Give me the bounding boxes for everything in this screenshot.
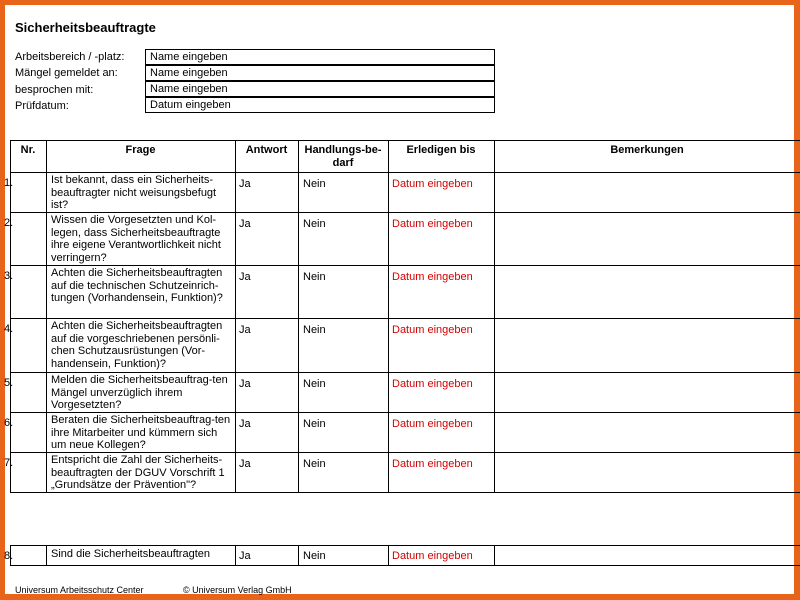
row-antwort[interactable]: Ja [239, 324, 251, 336]
row-nr: 3. [4, 270, 14, 282]
row-antwort[interactable]: Ja [239, 378, 251, 390]
row-frage: Achten die Sicherheitsbeauftragten auf die technischen Schutzeinrich-tungen (Vorhandensein, Funktion)? [51, 267, 223, 304]
row-handlungsbedarf[interactable]: Nein [303, 271, 326, 283]
row-frage: Melden die Sicherheitsbeauftrag-ten Mängel unverzüglich ihrem Vorgesetzten? [51, 374, 228, 411]
row-erledigen-bis[interactable]: Datum eingeben [392, 271, 473, 283]
meta-label-pruefdatum: Prüfdatum: [15, 100, 69, 112]
row-handlungsbedarf[interactable]: Nein [303, 218, 326, 230]
row-nr: 2. [4, 217, 14, 229]
besprochen-mit-field[interactable]: Name eingeben [145, 81, 495, 97]
row-nr: 5. [4, 377, 14, 389]
row-frage: Sind die Sicherheitsbeauftragten [51, 548, 210, 560]
row-handlungsbedarf[interactable]: Nein [303, 458, 326, 470]
footer-copyright: © Universum Verlag GmbH [183, 585, 292, 595]
header-erledigen-bis: Erledigen bis [406, 144, 476, 156]
header-frage: Frage [125, 144, 156, 156]
row-handlungsbedarf[interactable]: Nein [303, 550, 326, 562]
row-erledigen-bis[interactable]: Datum eingeben [392, 218, 473, 230]
footer-company: Universum Arbeitsschutz Center [15, 585, 144, 595]
row-nr: 8. [4, 550, 14, 562]
row-nr: 1. [4, 177, 14, 189]
row-frage: Achten die Sicherheitsbeauftragten auf die vorgeschriebenen persönli-chen Schutzausrüstungen (Vor-handensein, Funktion)? [51, 320, 223, 370]
row-handlungsbedarf[interactable]: Nein [303, 178, 326, 190]
row-erledigen-bis[interactable]: Datum eingeben [392, 178, 473, 190]
row-frage: Ist bekannt, dass ein Sicherheits-beauftragter nicht weisungsbefugt ist? [51, 174, 217, 211]
row-handlungsbedarf[interactable]: Nein [303, 324, 326, 336]
header-nr: Nr. [20, 144, 36, 156]
row-antwort[interactable]: Ja [239, 458, 251, 470]
row-erledigen-bis[interactable]: Datum eingeben [392, 378, 473, 390]
row-handlungsbedarf[interactable]: Nein [303, 378, 326, 390]
row-nr: 6. [4, 417, 14, 429]
arbeitsbereich-field[interactable]: Name eingeben [145, 49, 495, 65]
row-erledigen-bis[interactable]: Datum eingeben [392, 418, 473, 430]
row-antwort[interactable]: Ja [239, 271, 251, 283]
maengel-gemeldet-field[interactable]: Name eingeben [145, 65, 495, 81]
header-handlungsbedarf: Handlungs-be-darf [304, 144, 382, 169]
meta-label-besprochen: besprochen mit: [15, 84, 94, 96]
row-antwort[interactable]: Ja [239, 218, 251, 230]
row-antwort[interactable]: Ja [239, 550, 251, 562]
row-frage: Wissen die Vorgesetzten und Kol-legen, dass Sicherheitsbeauftragte ihre eigene Verantwortlichkeit nicht verringern? [51, 214, 221, 264]
meta-label-maengel: Mängel gemeldet an: [15, 67, 118, 79]
page-title: Sicherheitsbeauftragte [15, 20, 156, 35]
row-nr: 7. [4, 457, 14, 469]
row-handlungsbedarf[interactable]: Nein [303, 418, 326, 430]
header-antwort: Antwort [245, 144, 288, 156]
row-frage: Entspricht die Zahl der Sicherheits-beauftragten der DGUV Vorschrift 1 „Grundsätze der Prävention"? [51, 454, 225, 491]
row-erledigen-bis[interactable]: Datum eingeben [392, 324, 473, 336]
row-antwort[interactable]: Ja [239, 178, 251, 190]
header-bemerkungen: Bemerkungen [610, 144, 684, 156]
meta-label-arbeitsbereich: Arbeitsbereich / -platz: [15, 51, 125, 63]
row-erledigen-bis[interactable]: Datum eingeben [392, 550, 473, 562]
row-erledigen-bis[interactable]: Datum eingeben [392, 458, 473, 470]
row-frage: Beraten die Sicherheitsbeauftrag-ten ihre Mitarbeiter und kümmern sich um neue Kollegen? [51, 414, 231, 451]
row-nr: 4. [4, 323, 14, 335]
pruefdatum-field[interactable]: Datum eingeben [145, 97, 495, 113]
row-antwort[interactable]: Ja [239, 418, 251, 430]
